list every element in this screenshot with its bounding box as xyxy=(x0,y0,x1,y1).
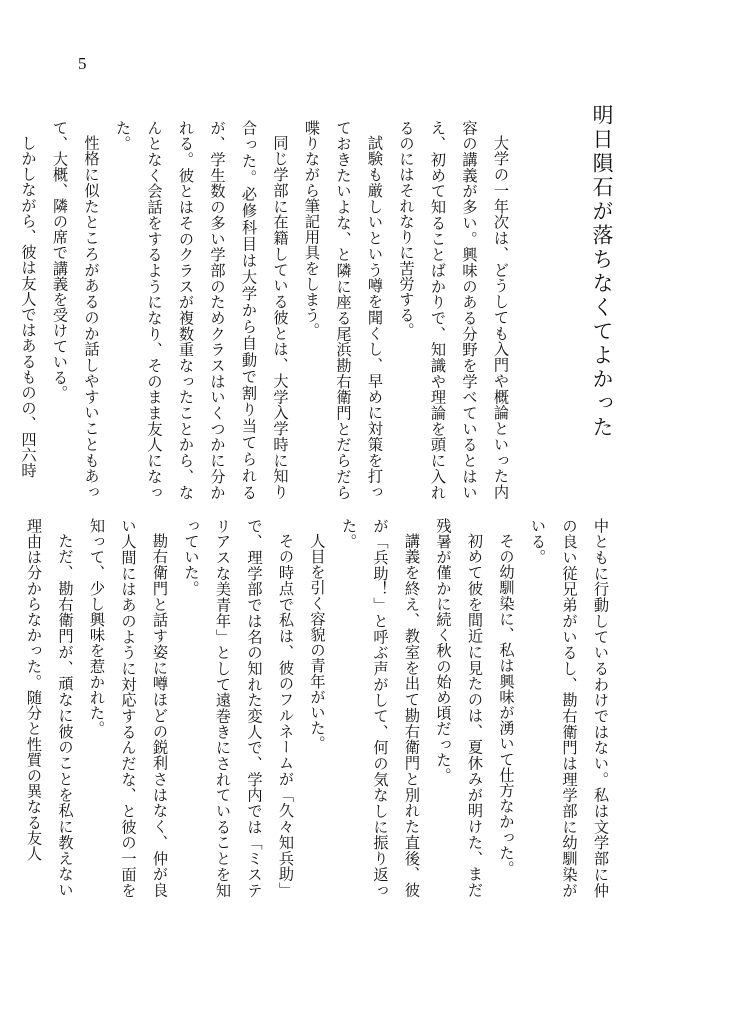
chapter-title: 明日隕石が落ちなくてよかった xyxy=(590,104,614,440)
text-block-bottom xyxy=(0,518,616,898)
paragraph: その時点で私は、彼のフルネームが「久々知兵助」で、理学部では名の知れた変人で、学内では「ミステリアスな美青年」として遠巻きにされていることを知っていた。 xyxy=(182,518,295,898)
paragraph: ただ、勘右衛門が、頑なに彼のことを私に教えない理由は分からなかった。随分と性質の異なる友人 xyxy=(25,518,75,898)
paragraph: 中ともに行動しているわけではない。私は文学部に仲の良い従兄弟がいるし、勘右衛門は理学部に幼馴染がいる。 xyxy=(529,518,610,898)
paragraph: 勘右衛門と話す姿に噂ほどの鋭利さはなく、仲が良い人間にはあのように対応するんだな、と彼の一面を知って、少し興味を惹かれた。 xyxy=(88,518,169,898)
page-number: 5 xyxy=(78,54,87,73)
paragraph: 試験も厳しいという噂を聞くし、早めに対策を打っておきたいよな、と隣に座る尾浜勘右衛門とだらだら喋りながら筆記用具をしまう。 xyxy=(303,120,384,500)
paragraph: しかしながら、彼は友人ではあるものの、四六時 xyxy=(19,135,38,479)
paragraph: 同じ学部に在籍している彼とは、大学入学時に知り合った。必修科目は大学から自動で割り当てられるが、学生数の多い学部のためクラスはいくつかに分かれる。彼とはそのクラスが複数重なったことから、なんとなく会話をするようになり、そのまま友人になった。 xyxy=(114,120,290,500)
paragraph: 講義を終え、教室を出て勘右衛門と別れた直後、彼が「兵助！」と呼ぶ声がして、何の気なしに振り返った。 xyxy=(340,518,421,898)
paragraph: 初めて彼を間近に見たのは、夏休みが明けた、まだ残暑が僅かに続く秋の始め頃だった。 xyxy=(434,518,484,898)
paragraph: 人目を引く容貌の青年がいた。 xyxy=(308,533,327,752)
paragraph: その幼馴染に、私は興味が湧いて仕方なかった。 xyxy=(497,533,516,877)
paragraph: 大学の一年次は、どうしても入門や概論といった内容の講義が多い。興味のある分野を学べているとはいえ、初めて知ることばかりで、知識や理論を頭に入れるのにはそれなりに苦労する。 xyxy=(397,120,510,500)
paragraph: 性格に似たところがあるのか話しやすいこともあって、大概、隣の席で講義を受けている。 xyxy=(51,120,101,500)
text-block-top xyxy=(0,120,516,500)
